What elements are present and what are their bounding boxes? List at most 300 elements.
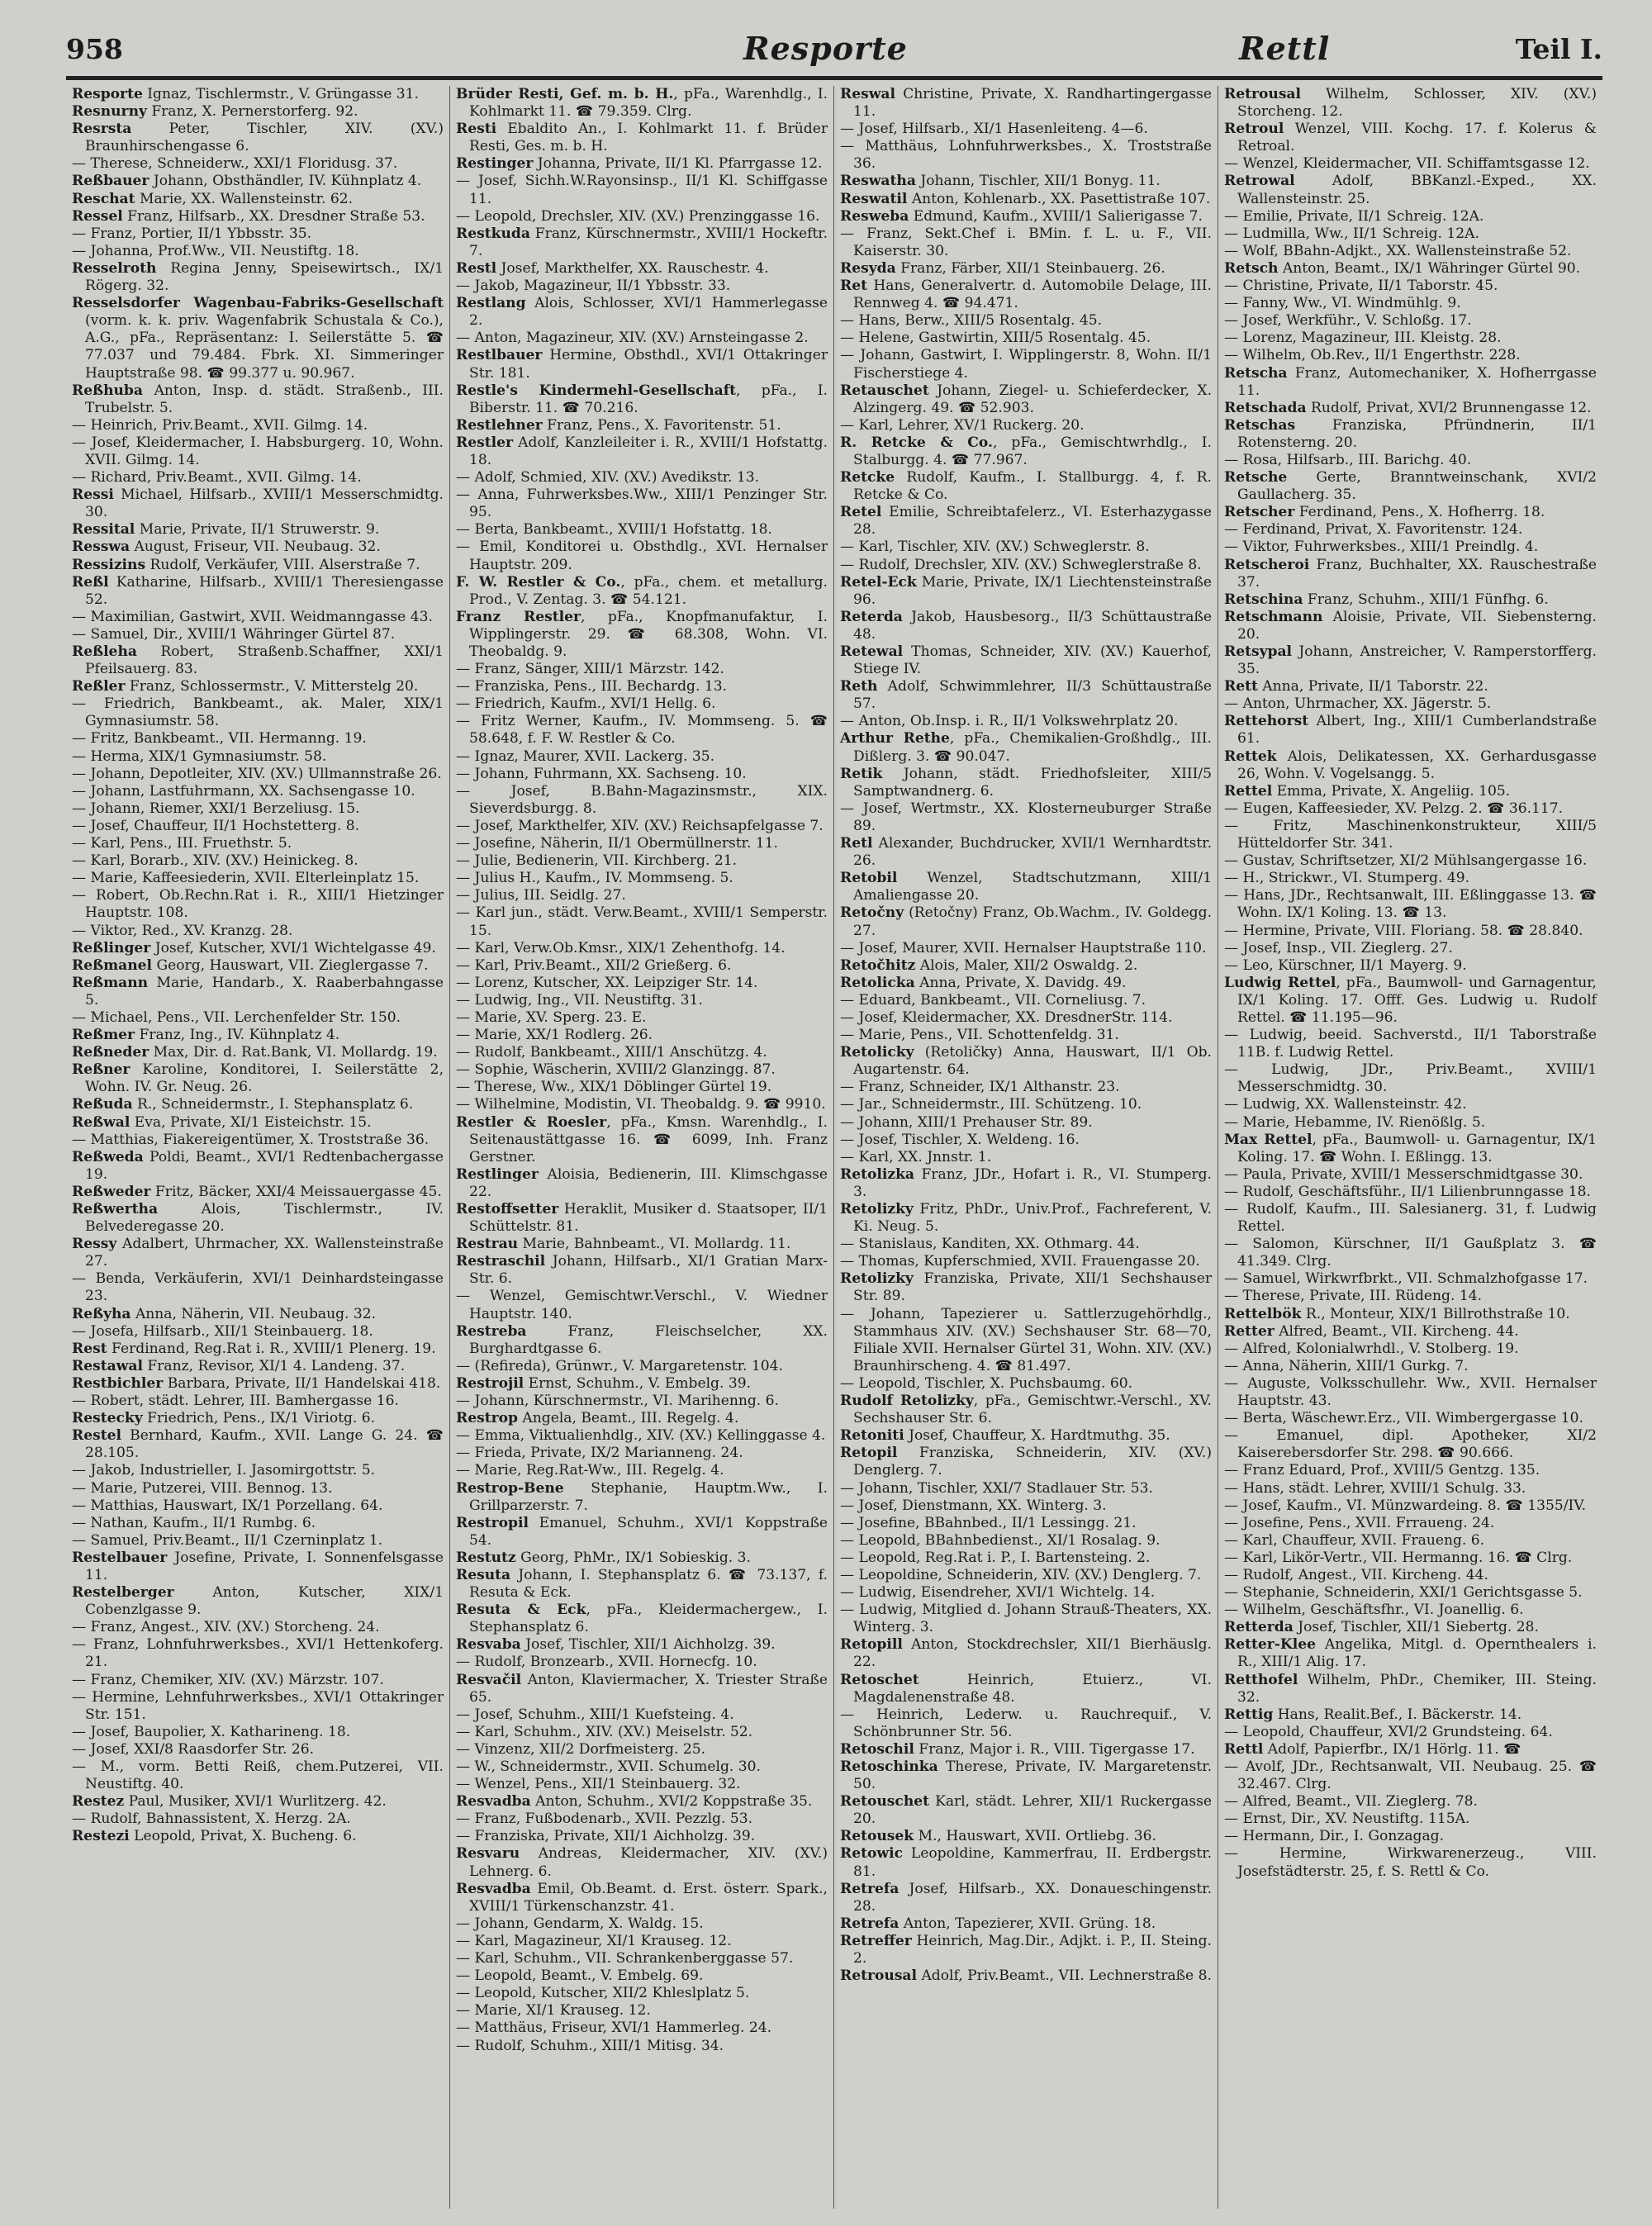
entry-details: Adalbert, Uhrmacher, XX. Wallensteinstraße 27.: [85, 1236, 444, 1270]
directory-entry: [456, 1079, 828, 1096]
entry-name: Reterda: [840, 608, 903, 625]
directory-entry: [1224, 1706, 1597, 1724]
directory-entry: [840, 278, 1212, 312]
directory-entry: [456, 2020, 828, 2037]
entry-details: Anna, Näherin, VII. Neubaug. 32.: [131, 1305, 377, 1322]
entry-details: , pFa., chem. et metallurg. Prod., V. Zentag. 3. ☎ 54.121.: [469, 573, 828, 608]
entry-details: Christine, Private, X. Randhartingergasse 11.: [853, 86, 1212, 121]
directory-entry: [456, 1950, 828, 1967]
entry-name: Reswal: [840, 86, 895, 102]
directory-entry: [72, 1497, 444, 1515]
entry-details: — Josef, Markthelfer, XIV. (XV.) Reichsapfelgasse 7.: [456, 817, 824, 834]
entry-details: , pFa., Warenhdlg., I. Kohlmarkt 11. ☎ 79.359. Clrg.: [469, 86, 828, 121]
entry-details: Franz, Schuhm., XIII/1 Fünfhg. 6.: [1303, 591, 1549, 608]
directory-entry: [456, 295, 828, 330]
directory-entry: [1224, 1270, 1597, 1288]
entry-details: Wenzel, VIII. Kochg. 17. f. Kolerus & Retroal.: [1237, 121, 1597, 155]
entry-name: Resselsdorfer Wagenbau-Fabriks-Gesellschaft: [72, 295, 444, 312]
directory-entry: [840, 1427, 1212, 1445]
directory-entry: [456, 1845, 828, 1880]
directory-entry: [1224, 1811, 1597, 1828]
directory-entry: [72, 766, 444, 783]
entry-details: — Franz Eduard, Prof., XVIII/5 Gentzg. 135.: [1224, 1462, 1540, 1479]
entry-details: — Josefine, Näherin, II/1 Obermüllnerstr. 11.: [456, 835, 778, 852]
entry-details: — Josef, Kleidermacher, XX. DresdnerStr. 114.: [840, 1009, 1173, 1026]
entry-name: Retrowal: [1224, 173, 1295, 190]
entry-details: — Stanislaus, Kanditen, XX. Othmarg. 44.: [840, 1236, 1140, 1253]
directory-entry: [72, 1061, 444, 1096]
entry-details: — Josef, Kleidermacher, I. Habsburgerg. 10, Wohn. XVII. Gilmg. 14.: [72, 434, 444, 468]
directory-entry: [840, 1375, 1212, 1393]
entry-details: Adolf, Papierfbr., IX/1 Hörlg. 11. ☎: [1263, 1740, 1521, 1758]
entry-details: Franz, Major i. R., VIII. Tigergasse 17.: [914, 1740, 1195, 1758]
entry-details: Andreas, Kleidermacher, XIV. (XV.) Lehnerg. 6.: [469, 1845, 828, 1880]
entry-details: — Franz, Sekt.Chef i. BMin. f. L. u. F., VII. Kaiserstr. 30.: [840, 225, 1212, 259]
directory-entry: [72, 434, 444, 469]
directory-entry: [456, 417, 828, 434]
entry-details: Josef, Tischler, XII/1 Siebertg. 28.: [1293, 1619, 1539, 1636]
directory-entry: [456, 486, 828, 521]
directory-entry: [1224, 1515, 1597, 1532]
entry-details: — Franz, Schneider, IX/1 Althanstr. 23.: [840, 1079, 1120, 1096]
entry-details: Ferdinand, Pens., X. Hofherrg. 18.: [1294, 504, 1545, 521]
entry-details: — Karl, Tischler, XIV. (XV.) Schweglerstr. 8.: [840, 539, 1150, 556]
directory-entry: [456, 208, 828, 225]
directory-entry: [840, 173, 1212, 190]
entry-details: — Julie, Bedienerin, VII. Kirchberg. 21.: [456, 852, 738, 870]
directory-entry: [1224, 1619, 1597, 1636]
entry-details: — Johann, Gastwirt, I. Wipplingerstr. 8, Wohn. II/1 Fischerstiege 4.: [840, 347, 1212, 382]
entry-details: — Ludwig, Mitglied d. Johann Strauß-Theaters, XX. Winterg. 3.: [840, 1602, 1212, 1636]
entry-details: — Samuel, Priv.Beamt., II/1 Czerninplatz 1.: [72, 1531, 383, 1549]
directory-entry: [72, 1375, 444, 1393]
entry-details: — Josef, Werkführ., V. Schloßg. 17.: [1224, 312, 1472, 330]
directory-entry: [1224, 1550, 1597, 1567]
entry-details: Paul, Musiker, XVI/1 Wurlitzerg. 42.: [124, 1793, 387, 1811]
entry-details: — Franz, Lohnfuhrwerksbes., XVI/1 Hettenkoferg. 21.: [72, 1636, 444, 1671]
entry-name: Retewal: [840, 643, 904, 660]
entry-name: Ressizins: [72, 556, 146, 573]
directory-entry: [72, 609, 444, 626]
entry-details: Alois, Schlosser, XVI/1 Hammerlegasse 2.: [469, 295, 828, 330]
directory-entry: [456, 1009, 828, 1027]
directory-entry: [456, 748, 828, 766]
entry-name: Reßwal: [72, 1113, 131, 1131]
directory-entry: [840, 417, 1212, 434]
directory-entry: [1224, 400, 1597, 417]
entry-details: Karl, städt. Lehrer, XII/1 Ruckergasse 20.: [853, 1793, 1212, 1828]
entry-details: — Leopold, Drechsler, XIV. (XV.) Prenzinggasse 16.: [456, 207, 820, 225]
directory-entry: [840, 643, 1212, 678]
directory-entry: [456, 278, 828, 295]
entry-details: (Retoličky) Anna, Hauswart, II/1 Ob. Augartenstr. 64.: [853, 1044, 1212, 1079]
directory-entry: [840, 1044, 1212, 1079]
entry-name: Retouschet: [840, 1793, 930, 1811]
directory-entry: [72, 260, 444, 295]
directory-entry: [456, 818, 828, 835]
directory-entry: [1224, 347, 1597, 364]
directory-entry: [1224, 330, 1597, 347]
entry-details: — Rudolf, Bahnassistent, X. Herzg. 2A.: [72, 1811, 351, 1828]
entry-name: Rettek: [1224, 748, 1277, 765]
entry-details: Fritz, PhDr., Univ.Prof., Fachreferent, V. Ki. Neug. 5.: [853, 1201, 1212, 1236]
directory-entry: [456, 225, 828, 260]
directory-entry: [456, 975, 828, 992]
directory-entry: [1224, 173, 1597, 207]
directory-entry: [840, 1845, 1212, 1880]
entry-name: Restlang: [456, 295, 526, 312]
entry-details: — Wenzel, Gemischtwr.Verschl., V. Wiedner Hauptstr. 140.: [456, 1288, 828, 1322]
directory-column-3: [834, 86, 1218, 2209]
entry-details: Jakob, Hausbesorg., II/3 Schüttaustraße 48.: [853, 608, 1212, 643]
directory-entry: [456, 661, 828, 678]
directory-entry: [72, 923, 444, 940]
entry-details: — Rudolf, Drechsler, XIV. (XV.) Schweglerstraße 8.: [840, 556, 1202, 573]
entry-name: Restinger: [456, 155, 534, 173]
directory-entry: [1224, 748, 1597, 783]
entry-name: Retcke: [840, 469, 895, 486]
entry-details: — Franziska, Pens., III. Bechardg. 13.: [456, 678, 728, 695]
entry-details: — Salomon, Kürschner, II/1 Gaußplatz 3. ☎ 41.349. Clrg.: [1224, 1236, 1597, 1270]
directory-entry: [456, 1462, 828, 1479]
directory-entry: [1224, 1462, 1597, 1479]
directory-entry: [1224, 243, 1597, 260]
directory-entry: [72, 1410, 444, 1427]
entry-details: Edmund, Kaufm., XVIII/1 Salierigasse 7.: [909, 207, 1203, 225]
directory-entry: [456, 1654, 828, 1671]
directory-entry: [1224, 1480, 1597, 1497]
directory-entry: [72, 1009, 444, 1027]
directory-entry: [840, 1445, 1212, 1479]
directory-entry: [72, 1149, 444, 1184]
entry-name: Retthofel: [1224, 1671, 1298, 1688]
directory-entry: [456, 1933, 828, 1950]
entry-details: — Matthias, Hauswart, IX/1 Porzellang. 64.: [72, 1497, 383, 1514]
entry-details: Regina Jenny, Speisewirtsch., IX/1 Rögerg. 32.: [85, 259, 444, 295]
entry-details: — Anton, Magazineur, XIV. (XV.) Arnsteingasse 2.: [456, 330, 809, 347]
directory-entry: [1224, 1132, 1597, 1166]
entry-details: Albert, Ing., XIII/1 Cumberlandstraße 61.: [1237, 713, 1597, 748]
directory-entry: [1224, 1497, 1597, 1515]
entry-details: — Josefa, Hilfsarb., XII/1 Steinbauerg. 18.: [72, 1322, 373, 1340]
directory-entry: [840, 138, 1212, 173]
entry-name: Restecky: [72, 1410, 143, 1427]
directory-entry: [840, 1758, 1212, 1793]
directory-entry: [456, 1445, 828, 1462]
entry-details: Alexander, Buchdrucker, XVII/1 Wernhardtstr. 26.: [853, 835, 1212, 870]
directory-entry: [1224, 86, 1597, 121]
directory-entry: [1224, 365, 1597, 400]
entry-name: Restelbauer: [72, 1549, 168, 1566]
directory-entry: [456, 1410, 828, 1427]
entry-details: Johann, städt. Friedhofsleiter, XIII/5 Samptwandnerg. 6.: [853, 765, 1212, 800]
entry-details: — Heinrich, Lederw. u. Rauchrequif., V. Schönbrunner Str. 56.: [840, 1706, 1212, 1740]
directory-columns: [66, 86, 1602, 2209]
entry-details: — Josef, Sichh.W.Rayonsinsp., II/1 Kl. Schiffgasse 11.: [456, 173, 828, 207]
directory-entry: [840, 208, 1212, 225]
directory-entry: [840, 1270, 1212, 1305]
entry-details: Emanuel, Schuhm., XVI/1 Koppstraße 54.: [469, 1514, 828, 1549]
entry-name: Restrop: [456, 1410, 518, 1427]
directory-entry: [1224, 121, 1597, 155]
entry-details: (Retočny) Franz, Ob.Wachm., IV. Goldegg. 27.: [853, 904, 1212, 939]
entry-name: Reßmann: [72, 974, 149, 991]
directory-entry: [72, 1619, 444, 1636]
entry-name: Restkuda: [456, 225, 530, 242]
directory-entry: [72, 1758, 444, 1793]
entry-details: Wenzel, Stadtschutzmann, XIII/1 Amaliengasse 20.: [853, 870, 1212, 904]
entry-details: — Fritz Werner, Kaufm., IV. Mommseng. 5. ☎ 58.648, f. F. W. Restler & Co.: [456, 713, 828, 748]
directory-entry: [456, 870, 828, 887]
entry-name: Resuta: [456, 1566, 511, 1583]
entry-name: Retolicka: [840, 974, 915, 991]
entry-details: — Marie, Putzerei, VIII. Bennog. 13.: [72, 1479, 333, 1497]
entry-name: Reßhuba: [72, 382, 143, 399]
directory-entry: [840, 121, 1212, 138]
directory-entry: [456, 766, 828, 783]
directory-entry: [72, 1532, 444, 1550]
entry-details: — Hans, Berw., XIII/5 Rosentalg. 45.: [840, 312, 1103, 330]
directory-entry: [840, 870, 1212, 904]
entry-details: — Josef, Chauffeur, II/1 Hochstetterg. 8.: [72, 817, 360, 834]
directory-entry: [1224, 225, 1597, 243]
entry-details: Anton, Klaviermacher, X. Triester Straße 65.: [469, 1671, 828, 1706]
entry-details: — Fritz, Bankbeamt., VII. Hermanng. 19.: [72, 730, 367, 748]
entry-name: Resvaru: [456, 1845, 520, 1863]
entry-details: — Karl, Magazineur, XI/1 Krauseg. 12.: [456, 1932, 732, 1949]
directory-entry: [1224, 295, 1597, 312]
directory-entry: [1224, 1358, 1597, 1375]
entry-details: , pFa., Baumwoll- und Garnagentur, IX/1 Koling. 17. Offf. Ges. Ludwig u. Rudolf Rettel. ☎ 11.195—96.: [1237, 974, 1597, 1026]
entry-details: — (Refireda), Grünwr., V. Margaretenstr. 104.: [456, 1357, 783, 1374]
entry-name: Reßweda: [72, 1148, 144, 1165]
entry-details: Marie, Handarb., X. Raaberbahngasse 5.: [85, 974, 444, 1009]
entry-name: Reßuda: [72, 1096, 133, 1113]
entry-name: Restez: [72, 1793, 125, 1811]
directory-entry: [72, 1236, 444, 1270]
entry-details: Adolf, Schwimmlehrer, II/3 Schüttaustraße 57.: [853, 678, 1212, 713]
directory-entry: [1224, 1828, 1597, 1845]
entry-name: Resweba: [840, 207, 909, 225]
entry-details: (vorm. k. k. priv. Wagenfabrik Schustala & Co.), A.G., pFa., Repräsentanz: I. Seilerstätte 5. ☎ 77.037 und 79.484. Fbrk. XI. Simmeringer Hauptstraße 98. ☎ 99.377 u. 90.967.: [85, 312, 444, 382]
directory-entry: [72, 818, 444, 835]
directory-entry: [840, 1550, 1212, 1567]
entry-details: , pFa., Gemischtwrhdlg., I. Stalburgg. 4. ☎ 77.967.: [853, 434, 1212, 468]
directory-entry: [840, 557, 1212, 574]
entry-name: Restlbauer: [456, 347, 543, 364]
entry-details: — Josefine, Pens., XVII. Frraueng. 24.: [1224, 1514, 1495, 1531]
entry-name: Reßweder: [72, 1183, 151, 1200]
directory-entry: [456, 86, 828, 121]
directory-entry: [72, 557, 444, 574]
entry-details: — Christine, Private, II/1 Taborstr. 45.: [1224, 278, 1498, 295]
directory-entry: [456, 382, 828, 417]
entry-details: — Johann, Tapezierer u. Sattlerzugehörhdlg., Stammhaus XIV. (XV.) Sechshauser Str. 68—70, Filiale XVII. Hernalser Gürtel 31, Wohn. XIV. (XV.) Braunhirscheng. 4. ☎ 81.497.: [840, 1305, 1212, 1374]
entry-details: — Leo, Kürschner, II/1 Mayerg. 9.: [1224, 956, 1467, 974]
entry-details: — Matthias, Fiakereigentümer, X. Troststraße 36.: [72, 1131, 430, 1148]
directory-entry: [1224, 260, 1597, 278]
entry-details: — Leopoldine, Schneiderin, XIV. (XV.) Denglerg. 7.: [840, 1566, 1202, 1583]
entry-name: Brüder Resti, Gef. m. b. H.: [456, 86, 674, 102]
directory-entry: [72, 730, 444, 748]
entry-name: Rett: [1224, 678, 1258, 695]
directory-entry: [456, 2038, 828, 2055]
entry-details: — M., vorm. Betti Reiß, chem.Putzerei, VII. Neustiftg. 40.: [72, 1758, 444, 1793]
entry-name: Restrop-Bene: [456, 1479, 564, 1497]
directory-entry: [72, 1515, 444, 1532]
directory-entry: [1224, 609, 1597, 643]
directory-entry: [1224, 1602, 1597, 1619]
entry-details: — W., Schneidermstr., XVII. Schumelg. 30.: [456, 1758, 761, 1775]
directory-entry: [72, 1270, 444, 1305]
entry-details: Leopold, Privat, X. Bucheng. 6.: [129, 1828, 357, 1845]
directory-entry: [456, 1096, 828, 1113]
directory-entry: [456, 1323, 828, 1358]
directory-entry: [456, 1166, 828, 1201]
entry-details: — Franz, Sänger, XIII/1 Märzstr. 142.: [456, 661, 724, 678]
directory-entry: [1224, 800, 1597, 818]
entry-details: Franz, X. Pernerstorferg. 92.: [146, 103, 358, 121]
entry-details: — Ludwig, XX. Wallensteinstr. 42.: [1224, 1096, 1467, 1113]
entry-details: Wilhelm, PhDr., Chemiker, III. Steing. 32.: [1237, 1671, 1597, 1706]
directory-entry: [456, 1253, 828, 1288]
entry-name: Ret: [840, 278, 867, 295]
entry-details: — Marie, Kaffeesiederin, XVII. Elterleinplatz 15.: [72, 870, 420, 887]
entry-details: — Auguste, Volksschullehr. Ww., XVII. Hernalser Hauptstr. 43.: [1224, 1374, 1597, 1410]
directory-entry: [840, 312, 1212, 330]
directory-entry: [840, 434, 1212, 469]
directory-entry: [72, 1323, 444, 1341]
directory-entry: [72, 1393, 444, 1410]
entry-details: — Emilie, Private, II/1 Schreig. 12A.: [1224, 207, 1484, 225]
directory-entry: [1224, 923, 1597, 940]
directory-entry: [840, 574, 1212, 609]
entry-name: Retowic: [840, 1845, 903, 1863]
directory-entry: [840, 330, 1212, 347]
entry-name: Resvaba: [456, 1636, 521, 1654]
entry-name: Restrau: [456, 1236, 519, 1253]
directory-entry: [1224, 1584, 1597, 1602]
header-last-word: Rettl: [1239, 30, 1331, 67]
entry-details: — Jakob, Magazineur, II/1 Ybbsstr. 33.: [456, 278, 731, 295]
entry-details: — Leopold, Tischler, X. Puchsbaumg. 60.: [840, 1374, 1133, 1392]
entry-details: Michael, Hilfsarb., XVIII/1 Messerschmidtg. 30.: [85, 486, 444, 521]
directory-entry: [1224, 1061, 1597, 1096]
directory-entry: [1224, 1306, 1597, 1323]
entry-details: Marie, Private, IX/1 Liechtensteinstraße 96.: [853, 573, 1212, 608]
directory-entry: [840, 1636, 1212, 1671]
entry-details: Anna, Private, X. Davidg. 49.: [914, 974, 1127, 991]
entry-details: — Rudolf, Schuhm., XIII/1 Mitisg. 34.: [456, 2037, 724, 2054]
directory-entry: [456, 992, 828, 1009]
directory-entry: [456, 1480, 828, 1515]
directory-entry: [1224, 1427, 1597, 1462]
directory-entry: [456, 957, 828, 975]
entry-name: Retel-Eck: [840, 573, 917, 591]
page-header: [66, 28, 1602, 78]
entry-details: — Robert, Ob.Rechn.Rat i. R., XIII/1 Hietzinger Hauptstr. 108.: [72, 887, 444, 922]
directory-entry: [1224, 1166, 1597, 1184]
entry-details: Anton, Stockdrechsler, XII/1 Bierhäuslg. 22.: [853, 1636, 1212, 1671]
directory-entry: [840, 1828, 1212, 1845]
entry-name: Retrousal: [1224, 86, 1302, 102]
entry-details: — Michael, Pens., VII. Lerchenfelder Str. 150.: [72, 1009, 401, 1026]
directory-entry: [456, 783, 828, 818]
entry-name: Retterda: [1224, 1619, 1294, 1636]
directory-entry: [456, 940, 828, 957]
entry-name: Retočhitz: [840, 956, 916, 974]
entry-details: — Jakob, Industrieller, I. Jasomirgottstr. 5.: [72, 1462, 376, 1479]
entry-name: Rettel: [1224, 782, 1273, 800]
directory-entry: [456, 330, 828, 347]
entry-details: — Johann, Depotleiter, XIV. (XV.) Ullmannstraße 26.: [72, 765, 442, 782]
entry-details: — Hermann, Dir., I. Gonzagag.: [1224, 1828, 1445, 1845]
directory-entry: [840, 260, 1212, 278]
entry-details: — Rudolf, Bronzearb., XVII. Hornecfg. 10.: [456, 1654, 757, 1671]
directory-entry: [840, 1201, 1212, 1236]
entry-details: — Karl, Chauffeur, XVII. Fraueng. 6.: [1224, 1531, 1485, 1549]
entry-name: Restropil: [456, 1514, 529, 1531]
entry-name: Retopill: [840, 1636, 903, 1654]
directory-entry: [456, 1027, 828, 1044]
entry-details: — Josef, Wertmstr., XX. Klosterneuburger Straße 89.: [840, 800, 1212, 834]
entry-details: , pFa., Knopfmanufaktur, I. Wipplingerstr. 29. ☎ 68.308, Wohn. VI. Theobaldg. 9.: [469, 608, 828, 660]
entry-details: — Leopold, Reg.Rat i. P., I. Bartensteing. 2.: [840, 1549, 1151, 1566]
directory-entry: [456, 1915, 828, 1933]
directory-entry: [72, 887, 444, 922]
directory-entry: [840, 1532, 1212, 1550]
directory-entry: [72, 417, 444, 434]
directory-entry: [456, 1602, 828, 1636]
entry-name: Restle's Kindermehl-Gesellschaft: [456, 382, 737, 399]
entry-details: — Josef, Hilfsarb., XI/1 Hasenleiteng. 4—6.: [840, 121, 1148, 138]
entry-details: — Julius, III. Seidlg. 27.: [456, 887, 626, 904]
entry-details: Hermine, Obsthdl., XVI/1 Ottakringer Str. 181.: [469, 347, 828, 382]
entry-details: — Josef, Kaufm., VI. Münzwardeing. 8. ☎ 1355/IV.: [1224, 1497, 1587, 1514]
entry-name: Retscher: [1224, 504, 1295, 521]
entry-name: Resuta & Eck: [456, 1602, 586, 1619]
entry-details: Anton, Kutscher, XIX/1 Cobenzlgasse 9.: [85, 1584, 444, 1619]
directory-entry: [1224, 1288, 1597, 1305]
entry-name: Ressital: [72, 521, 135, 539]
entry-details: Franz, Pens., X. Favoritenstr. 51.: [542, 416, 781, 434]
entry-details: Josef, Kutscher, XVI/1 Wichtelgasse 49.: [150, 939, 436, 956]
entry-details: — Vinzenz, XII/2 Dorfmeisterg. 25.: [456, 1740, 706, 1758]
entry-details: — Johann, Gendarm, X. Waldg. 15.: [456, 1915, 704, 1932]
entry-name: Resvadba: [456, 1880, 531, 1897]
entry-details: — Emma, Viktualienhdlg., XIV. (XV.) Kellinggasse 4.: [456, 1427, 826, 1445]
entry-details: Rudolf, Verkäufer, VIII. Alserstraße 7.: [145, 556, 420, 573]
entry-name: Retscha: [1224, 364, 1288, 382]
entry-details: — Friedrich, Kaufm., XVI/1 Hellg. 6.: [456, 695, 716, 713]
directory-entry: [840, 1149, 1212, 1166]
directory-entry: [72, 957, 444, 975]
entry-details: Franz, Buchhalter, XX. Rauschestraße 37.: [1237, 556, 1597, 591]
directory-entry: [456, 1967, 828, 1985]
directory-entry: [456, 1288, 828, 1322]
entry-details: Friedrich, Pens., IX/1 Viriotg. 6.: [142, 1410, 376, 1427]
directory-entry: [840, 1672, 1212, 1706]
entry-details: Franz, Fleischselcher, XX. Burghardtgasse 6.: [469, 1322, 828, 1357]
entry-details: Heinrich, Mag.Dir., Adjkt. i. P., II. Steing. 2.: [853, 1932, 1212, 1967]
directory-entry: [72, 1306, 444, 1323]
entry-details: Franz, Automechaniker, X. Hofherrgasse 11.: [1237, 364, 1597, 399]
entry-name: Retočny: [840, 904, 904, 922]
entry-details: Georg, Hauswart, VII. Zieglergasse 7.: [152, 956, 429, 974]
entry-details: Barbara, Private, II/1 Handelskai 418.: [163, 1374, 441, 1392]
directory-entry: [72, 643, 444, 678]
directory-column-4: [1218, 86, 1602, 2209]
